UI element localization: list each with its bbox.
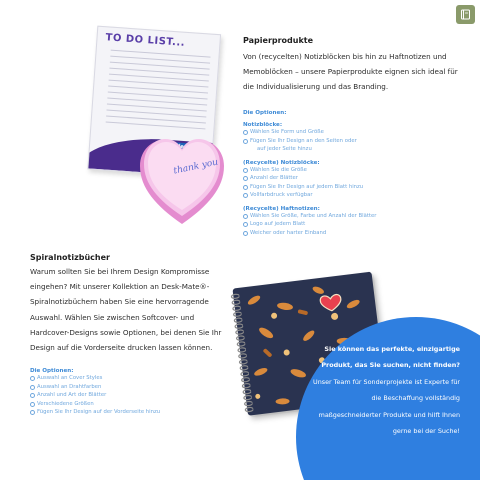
sticky-notes-options-title: (Recycelte) Haftnotizen: [243,205,320,212]
list-item: Verschiedene Größen [30,400,230,409]
sticky-notes-options-list [243,212,458,238]
list-item: Vollfarbdruck verfügbar [243,191,458,200]
spiral-options-list [30,374,230,417]
spiral-options-title: Die Optionen: [30,368,74,375]
heart-note-text: thank you [172,157,220,177]
list-item: Wählen Sie die Größe [243,166,458,175]
spiral-notebooks-section [30,253,230,417]
list-item: Fügen Sie Ihr Design an den Seiten oder [243,137,458,146]
list-item: Anzahl und Art der Blätter [30,391,230,400]
list-item: Fügen Sie Ihr Design auf jedem Blatt hinzu [243,183,458,192]
spiral-heading: Spiralnotizbücher [30,253,110,262]
notepads-options-list [243,128,458,154]
paper-products-section [243,36,458,237]
paper-heading: Papierprodukte [243,36,314,45]
book-icon[interactable] [456,5,475,24]
callout-body-text: Unser Team für Sonderprojekte ist Experte für die Beschaffung vollständig maßgeschneiderter Produkte und hilft Ihnen gerne bei der Suche! [313,377,460,436]
paper-options-title: Die Optionen: [243,110,287,116]
callout-bold-text: Sie können das perfekte, einzigartige Produkt, das Sie suchen, nicht finden? [321,345,460,370]
notepad-line [106,121,206,129]
list-item: Wählen Sie Größe, Farbe und Anzahl der Blätter [243,212,458,221]
list-item: Fügen Sie Ihr Design auf der Vorderseite hinzu [30,408,230,417]
spiral-body: Warum sollten Sie bei Ihrem Design Kompromisse eingehen? Mit unserer Kollektion an Desk-Mate®-Spiralnotizbüchern haben Sie eine hervorragende Auswahl. Wählen Sie zwischen Softcover- und Hardcover-Designs sowie Optionen, bei denen Sie Ihr Design auf die Vorderseite drucken lassen können. [30,267,222,353]
recycled-notepads-options-list [243,166,458,200]
list-item: Auswahl an Drahtfarben [30,383,230,392]
list-item: Logo auf jedem Blatt [243,220,458,229]
list-item: Auswahl an Cover Styles [30,374,230,383]
paper-body: Von (recycelten) Notizblöcken bis hin zu Haftnotizen und Memoblöcken – unsere Papierprodukte eignen sich ideal für die Individualisierung und das Branding. [243,52,458,91]
notepad-title: TO DO LIST... [105,32,186,49]
list-item: Weicher oder harter Einband [243,229,458,238]
list-item: Wählen Sie Form und Größe [243,128,458,137]
list-item-continuation: auf jeder Seite hinzu [257,146,312,152]
notepads-options-title: Notizblöcke: [243,122,283,128]
heart-notes-image [136,130,228,228]
callout-text [308,341,460,439]
list-item: Anzahl der Blätter [243,174,458,183]
recycled-notepads-options-title: (Recycelte) Notizblöcke: [243,159,320,166]
